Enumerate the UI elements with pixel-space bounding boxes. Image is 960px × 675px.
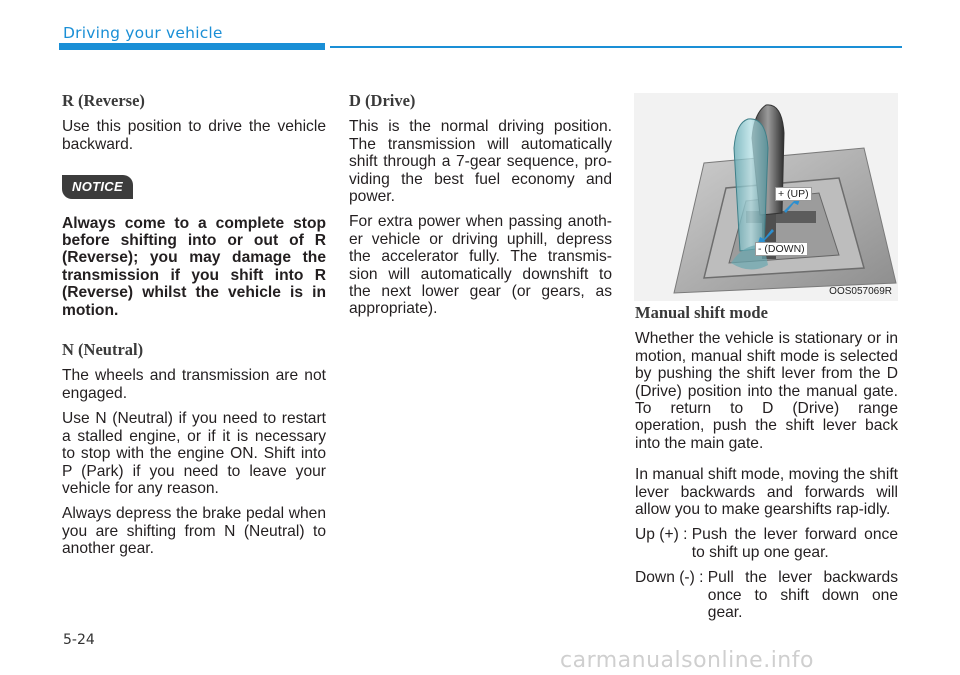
manual-heading: Manual shift mode	[635, 303, 768, 322]
down-key: Down (-)	[635, 569, 695, 587]
up-instruction: Up (+) : Push the lever forward once to shift up one gear.	[635, 526, 898, 561]
column-middle	[349, 92, 612, 326]
column-left	[62, 92, 326, 566]
down-text: Pull the lever backwards once to shift down one gear.	[707, 569, 898, 622]
reverse-heading: R (Reverse)	[62, 91, 145, 110]
figure-caption: OOS057069R	[829, 286, 892, 297]
notice-badge: NOTICE	[62, 175, 133, 198]
neutral-paragraph-3: Always depress the brake pedal when you are shifting from N (Neutral) to another gear.	[62, 505, 326, 558]
down-instruction: Down (-) : Pull the lever backwards once to shift down one gear.	[635, 569, 898, 622]
neutral-paragraph-2: Use N (Neutral) if you need to restart a stalled engine, or if it is necessary to stop with the engine ON. Shift into P (Park) if you need to leave your vehicle for any reason.	[62, 410, 326, 497]
drive-heading: D (Drive)	[349, 91, 416, 110]
neutral-heading: N (Neutral)	[62, 340, 144, 360]
header-accent-bar	[59, 43, 325, 50]
header-rule	[330, 46, 902, 48]
manual-paragraph-1: Whether the vehicle is stationary or in motion, manual shift mode is selected by pushing the shift lever from the D (Drive) position into the manual gate. To return to D (Drive) range operation, push the shift lever back into the main gate.	[635, 330, 898, 452]
watermark: carmanualsonline.info	[560, 648, 814, 673]
up-text: Push the lever forward once to shift up one gear.	[691, 526, 898, 561]
neutral-paragraph-1: The wheels and transmission are not engaged.	[62, 367, 326, 402]
reverse-text: Use this position to drive the vehicle backward.	[62, 118, 326, 153]
section-title: Driving your vehicle	[63, 24, 223, 42]
up-label: + (UP)	[775, 187, 812, 201]
drive-paragraph-1: This is the normal driving position. The transmission will automatically shift through a 7-gear sequence, pro-viding the best fuel economy and power.	[349, 118, 612, 206]
shift-lever-figure	[634, 93, 898, 301]
down-label: - (DOWN)	[755, 242, 808, 256]
manual-paragraph-2: In manual shift mode, moving the shift lever backwards and forwards will allow you to make gearshifts rap-idly.	[635, 466, 898, 519]
up-key: Up (+)	[635, 526, 679, 544]
column-right	[635, 304, 898, 630]
notice-text: Always come to a complete stop before shifting into or out of R (Reverse); you may damage the transmission if you shift into R (Reverse) whilst the vehicle is in motion.	[62, 214, 326, 319]
shift-lever-illustration	[634, 93, 898, 301]
drive-paragraph-2: For extra power when passing anoth-er vehicle or driving uphill, depress the accelerator fully. The transmis-sion will automatically downshift to the next lower gear (or gears, as appropriate).	[349, 213, 612, 318]
page-number: 5-24	[63, 632, 95, 648]
